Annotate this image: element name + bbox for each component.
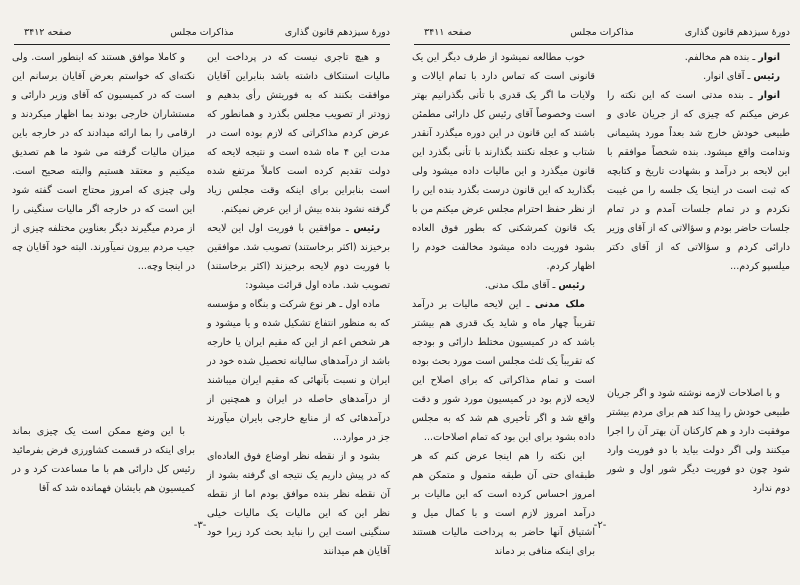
speaker-name: انوار xyxy=(758,90,780,101)
paragraph xyxy=(207,295,390,447)
paragraph-text: ـ آقای انوار. xyxy=(703,71,751,82)
paragraph xyxy=(607,48,790,67)
paragraph xyxy=(607,86,790,276)
section-title: مذاکرات مجلس xyxy=(570,27,634,38)
column-bottom xyxy=(607,384,790,498)
speaker-name: رئیس xyxy=(558,280,585,291)
speaker-name: انوار xyxy=(758,52,780,63)
column-bottom xyxy=(207,447,390,561)
speaker-name: ملک مدنی xyxy=(534,299,585,310)
paragraph-text: ـ این لایحه مالیات بر درآمد تقریباً چهار ماه و شاید یک قدری هم بیشتر باشد که در کمیسیون مختلط دارائی و بودجه که تقریباً یک ثلث مجلس است مورد بحث بوده است و تمام مذاکراتی که برای اصلاح این لایحه لازم بود در کمیسیون مورد شور و دقت واقع شد و اگر تأخیری هم شد که به مجلس داده بشود برای این بود که تمام اصلاحات... xyxy=(411,299,595,443)
session-title: دورهٔ سیزدهم قانون گذاری xyxy=(684,27,790,38)
column-top xyxy=(607,48,790,276)
paragraph-text: بشود و از نقطه نظر اوضاع فوق العاده‌ای که در پیش داریم یک نتیجه ای گرفته بشود از آن نقطه نظر بنده موافق بودم اما از نقطه نظر این که این مالیات یک مالیات خیلی سنگینی است این را نباید بحث کرد زیرا خود آقایان هم میدانند xyxy=(207,451,390,557)
paragraph-text: خوب مطالعه نمیشود از طرف دیگر این یک قانونی است که تماس دارد با تمام ایالات و ولایات ما اگر یک قدری با تأنی بگذرانیم بهتر است وخصوصاً آقای رئیس کل دارائی مطمئن باشند که این قانون در این دوره میگذرد آنقدر شتاب و عجله نکنند بگذارند با تأنی بگذرد این قانون میگذرد و این مالیات داده میشود ولی بگذارید که این قانون درست بگذرد بنده این را از نظر حفظ احترام مجلس عرض میکنم من با یک قانون کمرشکنی که بطور فوق العاده بشود فوریت داده میشود مخالفت خودم را اظهار کردم. xyxy=(412,52,595,272)
section-title: مذاکرات مجلس xyxy=(170,27,234,38)
text-column xyxy=(207,48,390,557)
page-header xyxy=(414,27,790,45)
text-columns xyxy=(12,48,390,557)
speaker-name: رئیس xyxy=(753,71,780,82)
paragraph xyxy=(12,422,195,498)
text-column xyxy=(411,48,595,557)
paragraph-text: و با اصلاحات لازمه نوشته شود و اگر جریان طبیعی خودش را پیدا کند هم برای مردم بیشتر موفقیت دارد و هم کارکنان آن بهتر آن را اجرا میکنند ولی اگر دولت بیاید با دو فوریت وارد شود چون دو فوریت دیگر شور اول و شور دوم ندارد xyxy=(607,388,790,494)
paragraph xyxy=(412,276,595,295)
page-3411 xyxy=(400,0,800,585)
column-top xyxy=(12,48,195,276)
paragraph-text: و هیچ تاجری نیست که در پرداخت این مالیات استنکاف داشته باشد بنابراین آقایان موافقت بکنند که به فوریتش رأی بدهیم و زودتر از تصویب مجلس بگذرد و همانطور که عرض کردم مذاکراتی که لازم بوده است در مدت این ۴ ماه شده است و نتیجه لایحه که دولت تقدیم کرده است کاملاً مرتفع شده است بنابراین برای اینکه وقت مجلس زیاد گرفته نشود بنده بیش از این عرض نمیکنم. xyxy=(207,52,390,215)
paragraph xyxy=(207,48,390,219)
paragraph-text: و کاملا موافق هستند که اینطور است. ولی نکته‌ای که خواستم بعرض آقایان برسانم این است که در کمیسیون که آقای وزیر دارائی و مستشاران خارجی بودند بما اظهار میکردند و ارقامی را بما ارائه میدادند که در خارجه باین میزان مالیات گرفته می شود ما هم تصدیق میکنیم و معتقد هستیم والبته صحیح است. ولی چیزی که امروز محتاج است گفته شود این است که در خارجه اگر مالیات سنگینی را از مردم میگیرند دیگر بعناوین مختلفه چیزی از جیب مردم بیرون نمیآورند. البته خود آقایان چه در اینجا وچه... xyxy=(12,52,195,272)
paragraph xyxy=(12,48,195,276)
paragraph xyxy=(412,48,595,276)
column-top xyxy=(412,48,595,447)
paragraph-text: این نکته را هم اینجا عرض کنم که هر طبقه‌ای حتی آن طبقه متمول و متمکن هم امروز احساس کرده است که این مالیات بر درآمد امروز لازم است و با کمال میل و اشتیاق آنها حاضر به پرداخت مالیات هستند برای اینکه منافی بر دماند xyxy=(412,451,595,557)
paragraph-text: ـ آقای ملک مدنی. xyxy=(484,280,556,291)
paragraph xyxy=(207,447,390,561)
column-bottom xyxy=(12,422,195,498)
page-footer-number: -۳- xyxy=(193,520,207,531)
paragraph xyxy=(207,219,390,295)
paragraph-text: ـ بنده مدتی است که این نکته را عرض میکنم که چیزی که از جریان عادی و طبیعی خودش خارج شد بعداً مورد پشیمانی وندامت واقع میشود. بنده شخصاً موافقم با این لایحه بر درآمد و بشهادت تاریخ و کتابچه که ثبت است در اینجا یک جلسه را من غیبت نکردم و در تمام جلسات آمدم و در تمام جلسات حاضر بودم و سؤالاتی که از آقای وزیر دارائی کردم و سؤالاتی که از آقای دکتر میلسپو کردم... xyxy=(607,90,790,272)
paragraph xyxy=(607,67,790,86)
text-column xyxy=(12,48,195,498)
paragraph xyxy=(412,295,595,447)
column-bottom xyxy=(412,447,595,561)
text-column xyxy=(607,48,790,498)
paragraph-text: ـ موافقین با فوریت اول این لایحه برخیزند (اکثر برخاستند) تصویب شد. موافقین با فوریت دوم لایحه برخیزند (اکثر برخاستند) تصویب شد. ماده اول قرائت میشود: xyxy=(207,223,390,291)
column-top xyxy=(207,48,390,447)
page-number: صفحه ۳۴۱۱ xyxy=(424,27,472,38)
session-title: دورهٔ سیزدهم قانون گذاری xyxy=(284,27,390,38)
page-number: صفحه ۳۴۱۲ xyxy=(24,27,72,38)
page-footer-number: -۲- xyxy=(593,520,607,531)
paragraph-text: با این وضع ممکن است یک چیزی بماند برای اینکه در قسمت کشاورزی فرض بفرمائید رئیس کل دارائی هم با ما مساعدت کرد و در کمیسیون هم بایشان فهمانده شد که آقا xyxy=(12,426,195,494)
page-header xyxy=(14,27,390,45)
paragraph-text: ـ بنده هم مخالفم. xyxy=(684,52,756,63)
text-columns xyxy=(411,48,790,557)
paragraph-text: ماده اول ـ هر نوع شرکت و بنگاه و مؤسسه که به منظور انتفاع تشکیل شده و یا میشود و هر شخص اعم از این که مقیم ایران یا خارجه باشد از درآمدهای سالیانه تحصیل شده خود در ایران و نسبت بآنهائی که مقیم ایران میباشند از درآمدهای حاصله در ایران و همچنین از درآمدهائی که از منابع خارجی بایران میآورند جز در موارد... xyxy=(207,299,390,443)
paragraph xyxy=(607,384,790,498)
speaker-name: رئیس xyxy=(353,223,380,234)
paragraph xyxy=(412,447,595,561)
